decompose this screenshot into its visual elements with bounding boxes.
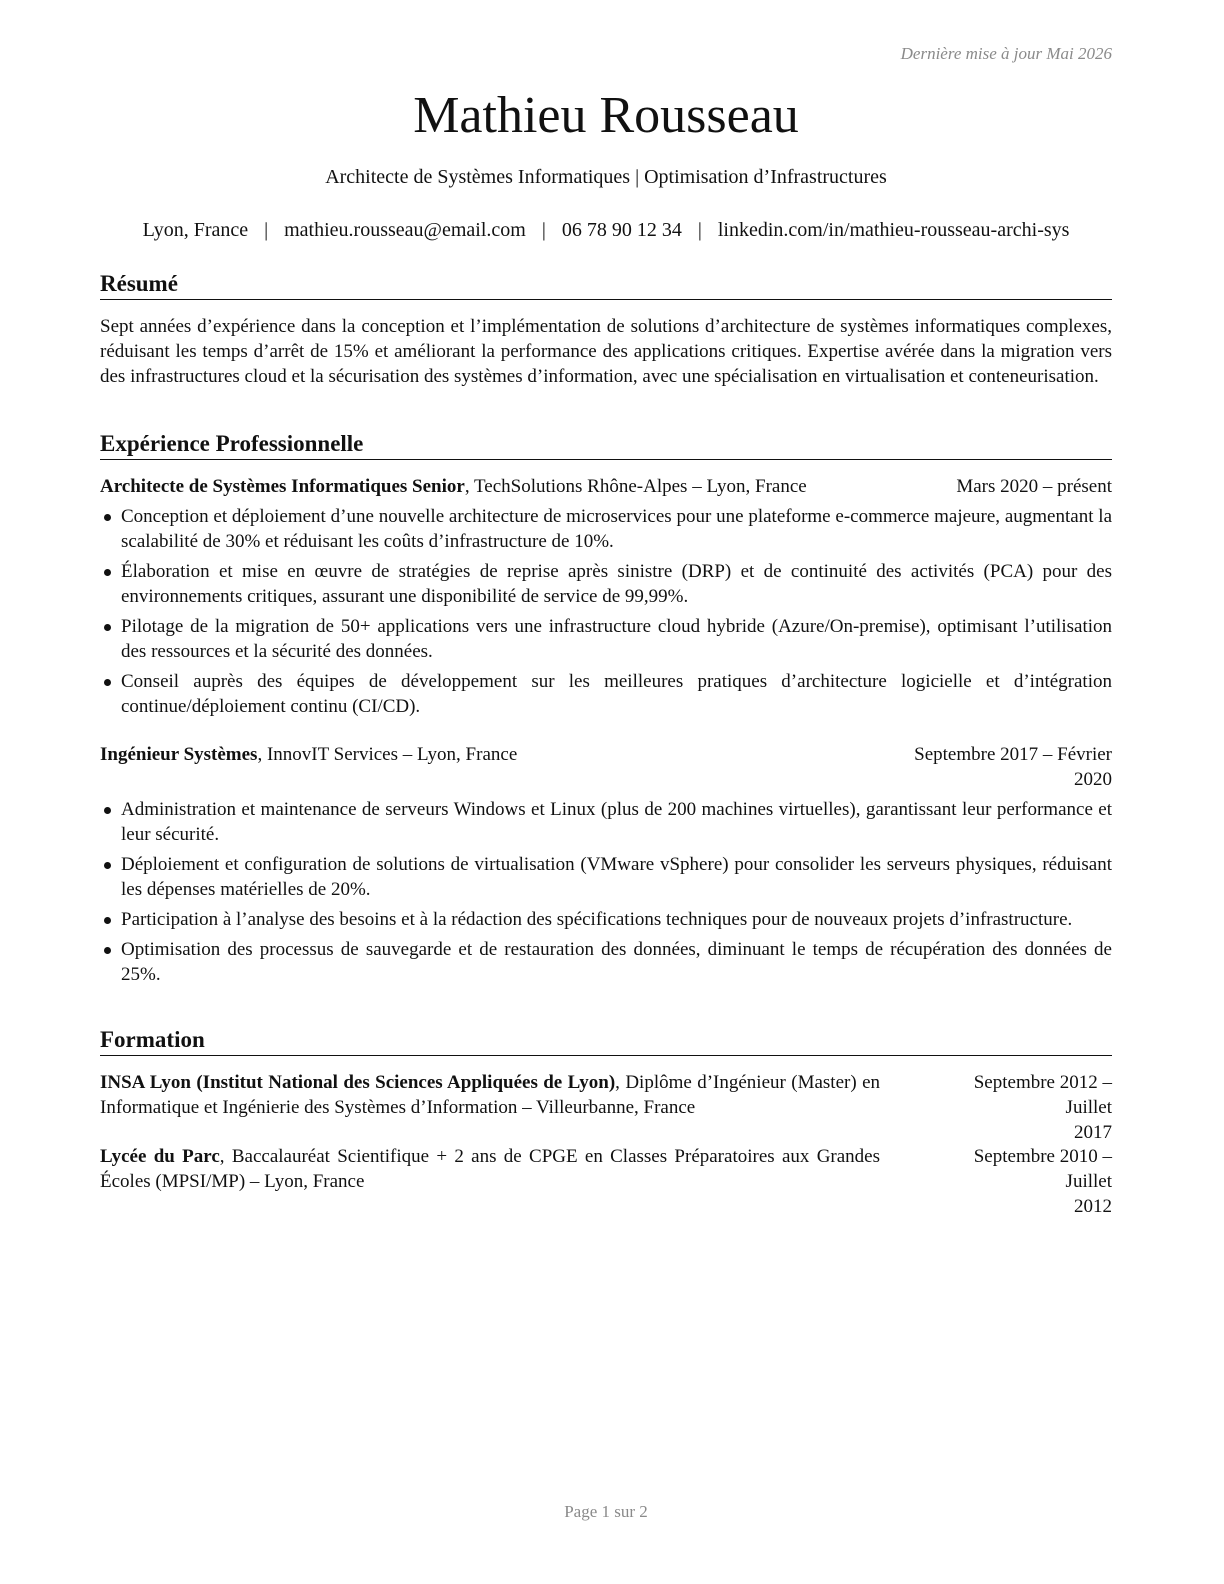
education-details: , Baccalauréat Scientifique + 2 ans de CPGE en Classes Préparatoires aux Grandes Écoles (MPSI/MP) – Lyon, France bbox=[100, 1146, 880, 1192]
education-dates bbox=[970, 1070, 1112, 1145]
contact-separator: | bbox=[264, 219, 269, 241]
contact-linkedin[interactable]: linkedin.com/in/mathieu-rousseau-archi-sys bbox=[717, 219, 1070, 241]
candidate-name: Mathieu Rousseau bbox=[413, 87, 799, 144]
job-bullets bbox=[100, 797, 1112, 992]
education-dates-end: 2012 bbox=[1074, 1196, 1112, 1217]
contact-separator: | bbox=[697, 219, 702, 241]
education-entry bbox=[100, 1144, 1112, 1217]
job-bullets bbox=[100, 504, 1112, 724]
last-updated: Dernière mise à jour Mai 2026 bbox=[900, 44, 1112, 63]
job-dates bbox=[914, 742, 1112, 792]
job-bullet: Déploiement et configuration de solutions de virtualisation (VMware vSphere) pour consolider les serveurs physiques, réduisant les dépenses matérielles de 20%. bbox=[100, 852, 1112, 902]
job-bullet: Optimisation des processus de sauvegarde et de restauration des données, diminuant le temps de récupération des données de 25%. bbox=[100, 937, 1112, 987]
job-bullet: Élaboration et mise en œuvre de stratégies de reprise après sinistre (DRP) et de continuité des activités (PCA) pour des environnements critiques, assurant une disponibilité de service de 99,99%. bbox=[100, 559, 1112, 609]
summary-text: Sept années d’expérience dans la conception et l’implémentation de solutions d’architecture de systèmes informatiques complexes, réduisant les temps d’arrêt de 15% et améliorant la performance des applications critiques. Expertise avérée dans la migration vers des infrastructures cloud et la sécurisation des systèmes d’information, avec une spécialisation en virtualisation et conteneurisation. bbox=[100, 316, 1112, 387]
job-bullet: Conseil auprès des équipes de développement sur les meilleures pratiques d’architecture logicielle et d’intégration continue/déploiement continu (CI/CD). bbox=[100, 669, 1112, 719]
education-entry bbox=[100, 1070, 1112, 1143]
education-main bbox=[100, 1144, 880, 1194]
section-title-summary: Résumé bbox=[100, 270, 1112, 300]
job-dates-start: Septembre 2017 – Février bbox=[914, 744, 1112, 765]
job-bullet: Administration et maintenance de serveurs Windows et Linux (plus de 200 machines virtuelles), garantissant leur performance et leur sécurité. bbox=[100, 797, 1112, 847]
education-dates-start: Septembre 2010 – Juillet bbox=[973, 1146, 1112, 1192]
job-header bbox=[100, 474, 1112, 499]
contact-email[interactable]: mathieu.rousseau@email.com bbox=[284, 219, 526, 241]
contact-line bbox=[100, 219, 1112, 242]
job-company: , TechSolutions Rhône-Alpes – Lyon, France bbox=[464, 476, 807, 497]
job-company: , InnovIT Services – Lyon, France bbox=[257, 744, 518, 765]
job-role: Ingénieur Systèmes bbox=[100, 744, 258, 765]
contact-separator: | bbox=[541, 219, 546, 241]
job-role: Architecte de Systèmes Informatiques Senior bbox=[100, 476, 465, 497]
job-dates: Mars 2020 – présent bbox=[956, 476, 1112, 497]
job-bullet: Pilotage de la migration de 50+ applications vers une infrastructure cloud hybride (Azure/On-premise), optimisant l’utilisation des ressources et la sécurité des données. bbox=[100, 614, 1112, 664]
education-dates bbox=[970, 1144, 1112, 1219]
job-bullet: Conception et déploiement d’une nouvelle architecture de microservices pour une plateforme e-commerce majeure, augmentant la scalabilité de 30% et réduisant les coûts d’infrastructure de 10%. bbox=[100, 504, 1112, 554]
job-header bbox=[100, 742, 1112, 790]
education-school: INSA Lyon (Institut National des Sciences Appliquées de Lyon) bbox=[100, 1072, 616, 1093]
contact-phone: 06 78 90 12 34 bbox=[561, 219, 682, 241]
contact-location: Lyon, France bbox=[142, 219, 249, 241]
education-dates-start: Septembre 2012 – Juillet bbox=[973, 1072, 1112, 1118]
headline: Architecte de Systèmes Informatiques | Optimisation d’Infrastructures bbox=[325, 166, 887, 188]
education-school: Lycée du Parc bbox=[100, 1146, 220, 1167]
job-dates-end: 2020 bbox=[1074, 769, 1112, 790]
job-bullet: Participation à l’analyse des besoins et à la rédaction des spécifications techniques pour de nouveaux projets d’infrastructure. bbox=[100, 907, 1112, 932]
education-main bbox=[100, 1070, 880, 1120]
education-details: , Diplôme d’Ingénieur (Master) en Informatique et Ingénierie des Systèmes d’Information – Villeurbanne, France bbox=[100, 1072, 880, 1118]
resume-page bbox=[100, 0, 1112, 1584]
section-title-education: Formation bbox=[100, 1026, 1112, 1056]
page-number: Page 1 sur 2 bbox=[564, 1502, 648, 1521]
section-title-experience: Expérience Professionnelle bbox=[100, 430, 1112, 460]
education-dates-end: 2017 bbox=[1074, 1122, 1112, 1143]
